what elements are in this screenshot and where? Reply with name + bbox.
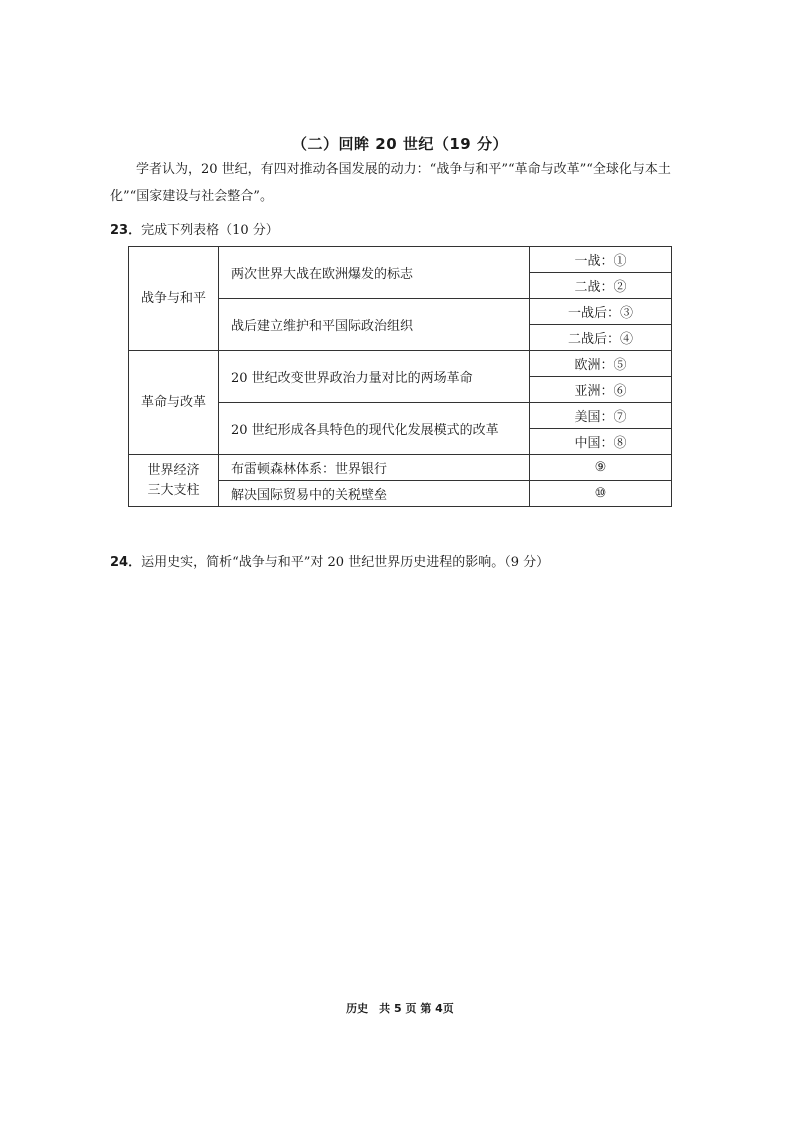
intro-paragraph <box>110 156 700 210</box>
description-cell: 解决国际贸易中的关税壁垒 <box>219 481 530 507</box>
answer-slot: 一战后：③ <box>530 299 672 325</box>
description-cell: 两次世界大战在欧洲爆发的标志 <box>219 247 530 299</box>
question-number: 24． <box>110 555 142 570</box>
answer-slot: 欧洲：⑤ <box>530 351 672 377</box>
answer-slot: 美国：⑦ <box>530 403 672 429</box>
answer-slot: 二战后：④ <box>530 325 672 351</box>
answer-slot: ⑩ <box>530 481 672 507</box>
question-text: 完成下列表格（10 分） <box>141 223 279 238</box>
category-line: 三大支柱 <box>147 482 200 498</box>
table-row <box>129 455 672 481</box>
page-footer: 历史 共 5 页 第 4页 <box>346 1002 454 1015</box>
answer-table <box>128 246 672 507</box>
description-cell: 20 世纪改变世界政治力量对比的两场革命 <box>219 351 530 403</box>
answer-slot: 中国：⑧ <box>530 429 672 455</box>
description-cell: 战后建立维护和平国际政治组织 <box>219 299 530 351</box>
description-cell: 20 世纪形成各具特色的现代化发展模式的改革 <box>219 403 530 455</box>
section-title: （二）回眸 20 世纪（19 分） <box>292 135 508 153</box>
answer-slot: 二战：② <box>530 273 672 299</box>
question-number: 23． <box>110 223 142 238</box>
answer-slot: 亚洲：⑥ <box>530 377 672 403</box>
question-text: 运用史实，简析“战争与和平”对 20 世纪世界历史进程的影响。（9 分） <box>141 555 550 570</box>
category-cell: 革命与改革 <box>129 351 219 455</box>
table-row <box>129 247 672 273</box>
question-23 <box>110 219 279 238</box>
category-cell: 战争与和平 <box>129 247 219 351</box>
category-cell <box>129 455 219 507</box>
question-24 <box>110 551 549 570</box>
answer-slot: ⑨ <box>530 455 672 481</box>
description-cell: 布雷顿森林体系：世界银行 <box>219 455 530 481</box>
intro-text: 学者认为，20 世纪，有四对推动各国发展的动力：“战争与和平”“革命与改革”“全球化与本土化”“国家建设与社会整合”。 <box>110 162 671 204</box>
table-row <box>129 351 672 377</box>
answer-slot: 一战：① <box>530 247 672 273</box>
category-line: 世界经济 <box>147 462 200 478</box>
